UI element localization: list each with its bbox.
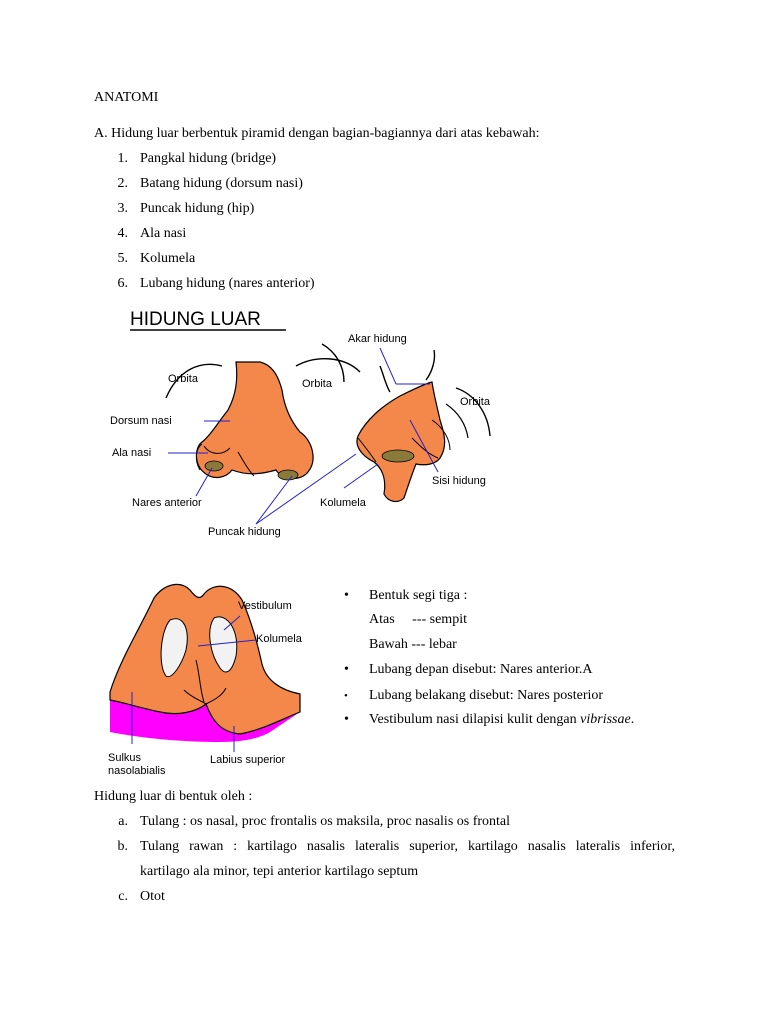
- list-number: 5.: [117, 251, 128, 266]
- bullet-segi-tiga: Bentuk segi tiga :: [369, 588, 468, 603]
- label-orbita-right: Orbita: [460, 396, 490, 408]
- label-orbita-left: Orbita: [168, 373, 198, 385]
- bullet-vestibulum: [369, 712, 634, 728]
- list-item: Tulang rawan : kartilago nasalis lateralis superior, kartilago nasalis lateralis inferior,: [140, 839, 675, 854]
- label-vestibulum: Vestibulum: [238, 600, 292, 612]
- label-puncak-hidung: Puncak hidung: [208, 526, 281, 538]
- bullet-nares-posterior: Lubang belakang disebut: Nares posterior: [369, 688, 604, 703]
- section-a-intro: A. Hidung luar berbentuk piramid dengan bagian-bagiannya dari atas kebawah:: [94, 126, 540, 141]
- bullet-mark: •: [344, 690, 348, 702]
- bullet-bawah: Bawah --- lebar: [369, 637, 457, 652]
- figure-title: HIDUNG LUAR: [130, 309, 261, 330]
- list-item: Batang hidung (dorsum nasi): [140, 176, 303, 191]
- label-sisi-hidung: Sisi hidung: [432, 475, 486, 487]
- label-sulkus-2: nasolabialis: [108, 765, 166, 777]
- list-item: Pangkal hidung (bridge): [140, 151, 277, 166]
- list-item: Tulang : os nasal, proc frontalis os maksila, proc nasalis os frontal: [140, 814, 511, 829]
- label-sulkus-1: Sulkus: [108, 752, 142, 764]
- list-number: 3.: [117, 201, 128, 216]
- bullet-vestibulum-text: Vestibulum nasi dilapisi kulit dengan: [369, 712, 581, 727]
- section-b-intro: Hidung luar di bentuk oleh :: [94, 789, 253, 804]
- label-akar-hidung: Akar hidung: [348, 333, 407, 345]
- list-number: 4.: [117, 226, 128, 241]
- bullet-mark: •: [344, 588, 349, 603]
- label-nares-anterior: Nares anterior: [132, 497, 202, 509]
- list-item-continuation: kartilago ala minor, tepi anterior kartilago septum: [140, 864, 419, 879]
- list-item: Kolumela: [140, 251, 196, 266]
- bullet-atas: Atas --- sempit: [369, 612, 467, 627]
- list-number: 6.: [117, 276, 128, 291]
- list-letter: a.: [118, 814, 128, 829]
- bullet-mark: •: [344, 712, 349, 727]
- label-kolumela-side: Kolumela: [320, 497, 366, 509]
- label-labius-superior: Labius superior: [210, 754, 286, 766]
- label-kolumela-base: Kolumela: [256, 633, 302, 645]
- list-item: Otot: [140, 889, 165, 904]
- bullet-vestibulum-end: .: [630, 712, 635, 727]
- list-item: Lubang hidung (nares anterior): [140, 276, 315, 291]
- bullet-vestibulum-italic: vibrissae: [580, 712, 631, 727]
- list-number: 1.: [117, 151, 128, 166]
- list-letter: b.: [117, 839, 128, 854]
- list-letter: c.: [118, 889, 128, 904]
- page-heading: ANATOMI: [94, 90, 159, 105]
- list-item: Puncak hidung (hip): [140, 201, 255, 216]
- label-dorsum-nasi: Dorsum nasi: [110, 415, 172, 427]
- bullet-mark: •: [344, 662, 349, 677]
- list-number: 2.: [117, 176, 128, 191]
- list-item: Ala nasi: [140, 226, 187, 241]
- bullet-nares-anterior: Lubang depan disebut: Nares anterior.A: [369, 662, 593, 677]
- label-ala-nasi: Ala nasi: [112, 447, 152, 459]
- label-orbita-mid: Orbita: [302, 378, 332, 390]
